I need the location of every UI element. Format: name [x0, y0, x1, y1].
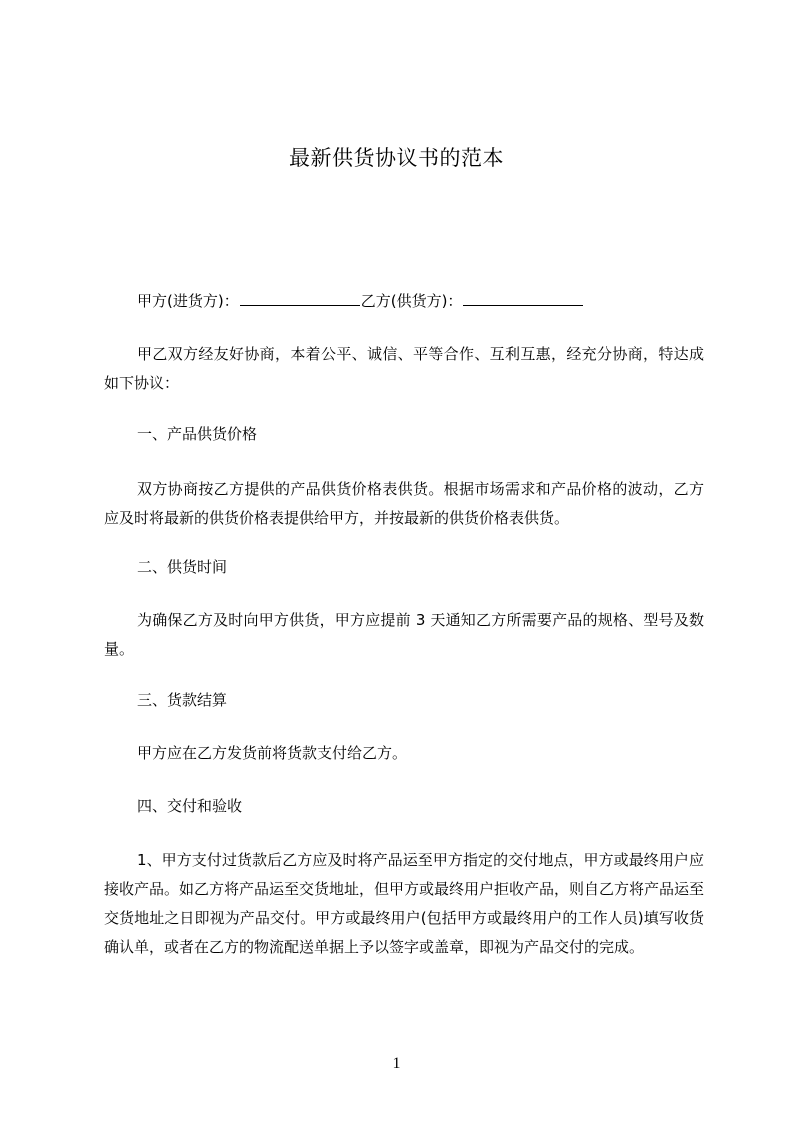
- section-paragraph: 甲方应在乙方发货前将货款支付给乙方。: [137, 744, 408, 762]
- parties-line: [104, 288, 737, 314]
- section-heading: 四、交付和验收: [137, 797, 243, 815]
- intro-paragraph: 甲乙双方经友好协商，本着公平、诚信、平等合作、互利互惠，经充分协商，特达成如下协议：: [104, 345, 704, 392]
- party-a-label: 甲方(进货方)：: [137, 292, 239, 310]
- section-paragraph: 为确保乙方及时向甲方供货，甲方应提前 3 天通知乙方所需要产品的规格、型号及数量。: [104, 611, 704, 658]
- section-paragraph: 1、甲方支付过货款后乙方应及时将产品运至甲方指定的交付地点，甲方或最终用户应接收产品。如乙方将产品运至交货地址，但甲方或最终用户拒收产品，则自乙方将产品运至交货地址之日即视为产品交付。甲方或最终用户(包括甲方或最终用户的工作人员)填写收货确认单，或者在乙方的物流配送单据上予以签字或盖章，即视为产品交付的完成。: [104, 851, 705, 956]
- section-heading: 二、供货时间: [137, 558, 228, 576]
- party-b-blank: [463, 290, 583, 306]
- section-heading: 一、产品供货价格: [137, 425, 258, 443]
- section-paragraph: 双方协商按乙方提供的产品供货价格表供货。根据市场需求和产品价格的波动，乙方应及时将最新的供货价格表提供给甲方，并按最新的供货价格表供货。: [104, 480, 704, 527]
- page-number: 1: [392, 1055, 401, 1072]
- document-title: 最新供货协议书的范本: [289, 146, 504, 170]
- section-heading: 三、货款结算: [137, 691, 228, 709]
- party-a-blank: [240, 290, 360, 306]
- party-b-label: 乙方(供货方)：: [360, 292, 463, 310]
